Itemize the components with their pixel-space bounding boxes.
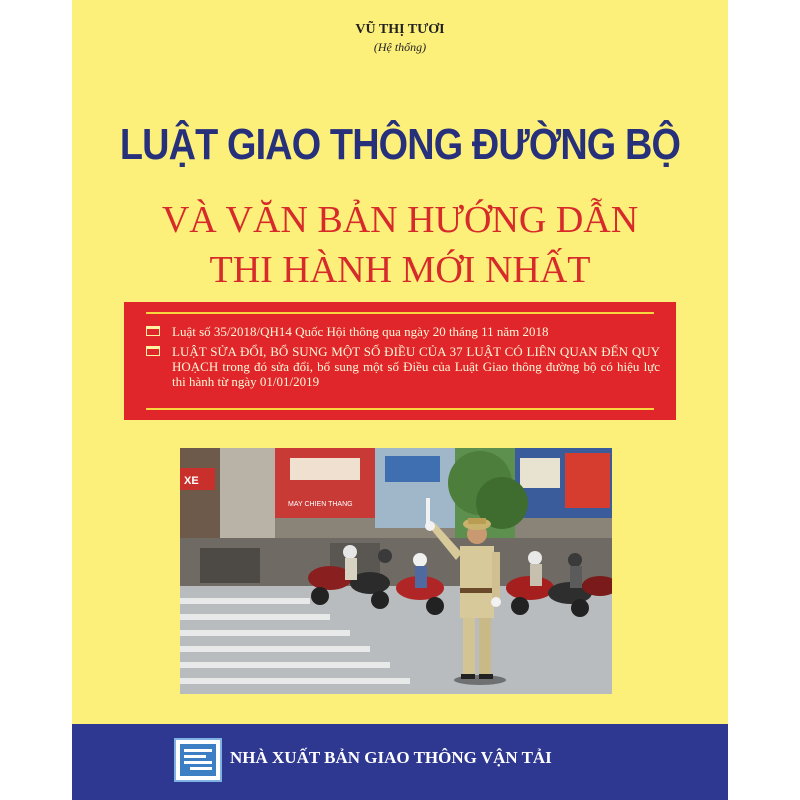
law-bullet-2 [146,344,660,389]
book-subtitle-line2: THI HÀNH MỚI NHẤT [209,249,591,291]
author-role: (Hệ thống) [373,40,427,54]
author-name: VŨ THỊ TƯƠI [355,22,445,37]
photo-sign-text: XE [184,475,199,487]
publisher-bar [72,724,728,800]
law-bullet-1 [146,324,660,339]
publisher-name: NHÀ XUẤT BẢN GIAO THÔNG VẬN TẢI [230,748,552,767]
book-title: LUẬT GIAO THÔNG ĐƯỜNG BỘ [119,120,681,169]
book-cover [72,0,728,800]
law-info-box [124,302,676,420]
book-icon [146,346,160,356]
law-bullet-2-text: LUẬT SỬA ĐỔI, BỔ SUNG MỘT SỐ ĐIỀU CỦA 37 LUẬT CÓ LIÊN QUAN ĐẾN QUY HOẠCH trong đó sửa đổi, bổ sung một số Điều của Luật Giao thông đường bộ có hiệu lực thi hành từ ngày 01/01/2019 [172,344,660,389]
book-icon [146,326,160,336]
box-divider-top [146,312,654,314]
cover-photo-traffic-police [180,448,612,694]
photo-sign-text: MAY CHIEN THANG [288,501,353,508]
book-subtitle-line1: VÀ VĂN BẢN HƯỚNG DẪN [161,199,639,241]
law-bullet-1-text: Luật số 35/2018/QH14 Quốc Hội thông qua ngày 20 tháng 11 năm 2018 [172,324,549,339]
publisher-logo-icon [174,738,222,782]
box-divider-bottom [146,408,654,410]
